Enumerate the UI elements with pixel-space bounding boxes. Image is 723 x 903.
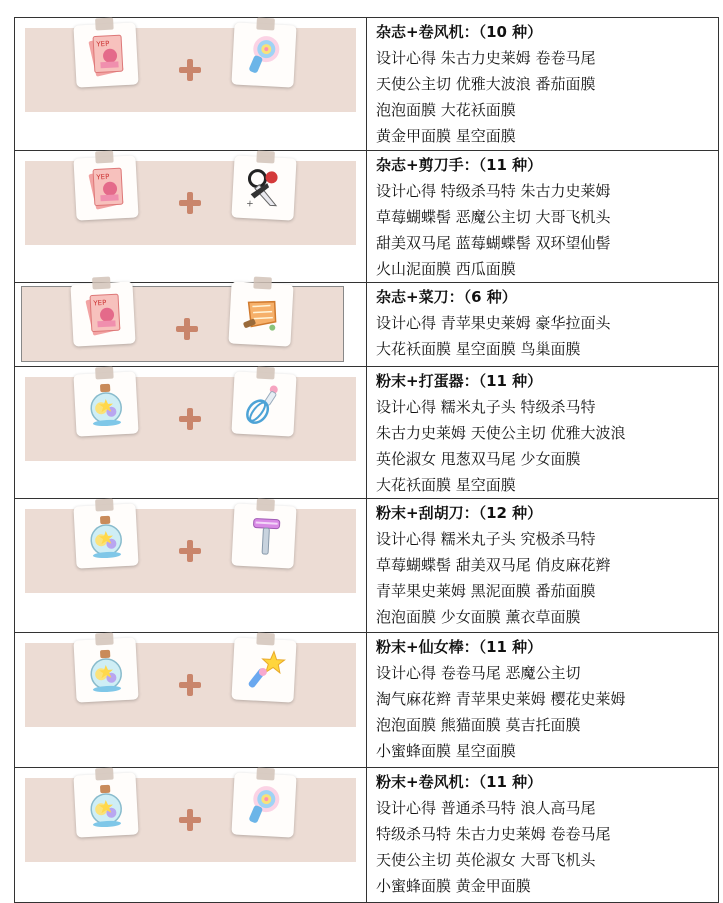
- magazine-icon: [73, 155, 138, 220]
- recipe-title: 粉末+卷风机：（11 种）: [376, 773, 543, 791]
- svg-text:YEP: YEP: [96, 39, 110, 49]
- recipe-result-line: 火山泥面膜 西瓜面膜: [376, 260, 516, 278]
- recipe-result-line: 淘气麻花辫 青苹果史莱姆 樱花史莱姆: [376, 690, 626, 708]
- recipe-result-line: 朱古力史莱姆 天使公主切 优雅大波浪: [376, 424, 626, 442]
- ingredients-banner: [25, 377, 356, 461]
- recipe-result-line: 设计心得 卷卷马尾 恶魔公主切: [376, 664, 581, 682]
- recipe-ingredients-cell: [15, 768, 367, 903]
- cleaver-icon: [228, 281, 293, 346]
- ingredients-banner: [25, 161, 356, 245]
- svg-text:+: +: [245, 199, 254, 210]
- plus-icon: [179, 59, 201, 81]
- recipe-ingredients-cell: [15, 633, 367, 768]
- ingredients-banner: [25, 643, 356, 727]
- recipe-title: 粉末+仙女棒：（11 种）: [376, 638, 543, 656]
- recipe-result-line: 小蜜蜂面膜 黄金甲面膜: [376, 877, 531, 895]
- ingredients-banner: [21, 286, 344, 362]
- recipe-row: [15, 633, 719, 768]
- recipe-result-line: 草莓蝴蝶髻 甜美双马尾 俏皮麻花辫: [376, 556, 611, 574]
- ingredients-banner: [25, 509, 356, 593]
- recipe-results-cell: [367, 499, 719, 633]
- powder-jar-icon: [73, 637, 138, 702]
- recipe-result-line: 甜美双马尾 蓝莓蝴蝶髻 双环望仙髻: [376, 234, 611, 252]
- magazine-icon: [70, 281, 135, 346]
- recipe-result-line: 草莓蝴蝶髻 恶魔公主切 大哥飞机头: [376, 208, 611, 226]
- recipe-ingredients-cell: [15, 499, 367, 633]
- svg-text:YEP: YEP: [93, 298, 107, 308]
- recipe-result-line: 小蜜蜂面膜 星空面膜: [376, 742, 516, 760]
- plus-icon: [179, 540, 201, 562]
- svg-text:YEP: YEP: [96, 172, 110, 182]
- recipe-row: [15, 151, 719, 283]
- recipe-result-line: 泡泡面膜 熊猫面膜 莫吉托面膜: [376, 716, 581, 734]
- recipe-row: [15, 367, 719, 499]
- recipe-result-line: 设计心得 糯米丸子头 究极杀马特: [376, 530, 596, 548]
- recipe-result-line: 设计心得 朱古力史莱姆 卷卷马尾: [376, 49, 596, 67]
- recipe-row: [15, 768, 719, 903]
- recipe-row: [15, 499, 719, 633]
- recipe-results-cell: [367, 151, 719, 283]
- recipe-result-line: 设计心得 糯米丸子头 特级杀马特: [376, 398, 596, 416]
- hair-dryer-icon: [231, 22, 296, 87]
- recipe-result-line: 黄金甲面膜 星空面膜: [376, 127, 516, 145]
- recipe-ingredients-cell: [15, 151, 367, 283]
- recipe-title: 粉末+刮胡刀：（12 种）: [376, 504, 543, 522]
- recipe-results-cell: [367, 768, 719, 903]
- recipe-title: 杂志+菜刀：（6 种）: [376, 288, 517, 306]
- powder-jar-icon: [73, 772, 138, 837]
- powder-jar-icon: [73, 371, 138, 436]
- recipe-ingredients-cell: [15, 18, 367, 151]
- recipe-row: [15, 283, 719, 367]
- recipe-results-cell: [367, 367, 719, 499]
- recipe-results-cell: [367, 283, 719, 367]
- plus-icon: [179, 408, 201, 430]
- ingredients-banner: [25, 778, 356, 862]
- magazine-icon: [73, 22, 138, 87]
- recipe-result-line: 泡泡面膜 少女面膜 薰衣草面膜: [376, 608, 581, 626]
- recipe-result-line: 设计心得 普通杀马特 浪人高马尾: [376, 799, 596, 817]
- recipe-results-cell: [367, 18, 719, 151]
- recipe-result-line: 青苹果史莱姆 黑泥面膜 番茄面膜: [376, 582, 596, 600]
- recipe-result-line: 泡泡面膜 大花袄面膜: [376, 101, 516, 119]
- scissors-icon: [231, 155, 296, 220]
- recipe-ingredients-cell: [15, 367, 367, 499]
- fairy-wand-icon: [231, 637, 296, 702]
- recipe-result-line: 设计心得 青苹果史莱姆 豪华拉面头: [376, 314, 611, 332]
- recipe-result-line: 特级杀马特 朱古力史莱姆 卷卷马尾: [376, 825, 611, 843]
- whisk-icon: [231, 371, 296, 436]
- recipe-title: 粉末+打蛋器：（11 种）: [376, 372, 543, 390]
- powder-jar-icon: [73, 503, 138, 568]
- recipe-result-line: 天使公主切 优雅大波浪 番茄面膜: [376, 75, 596, 93]
- recipe-row: [15, 18, 719, 151]
- recipe-result-line: 大花袄面膜 星空面膜 鸟巢面膜: [376, 340, 581, 358]
- plus-icon: [179, 674, 201, 696]
- ingredients-banner: [25, 28, 356, 112]
- plus-icon: [176, 318, 198, 340]
- recipe-result-line: 大花袄面膜 星空面膜: [376, 476, 516, 494]
- recipe-table: [14, 17, 719, 903]
- hair-dryer-icon: [231, 772, 296, 837]
- recipe-title: 杂志+剪刀手：（11 种）: [376, 156, 543, 174]
- recipe-results-cell: [367, 633, 719, 768]
- recipe-result-line: 英伦淑女 甩葱双马尾 少女面膜: [376, 450, 581, 468]
- razor-icon: [231, 503, 296, 568]
- recipe-result-line: 天使公主切 英伦淑女 大哥飞机头: [376, 851, 596, 869]
- recipe-title: 杂志+卷风机：（10 种）: [376, 23, 543, 41]
- recipe-result-line: 设计心得 特级杀马特 朱古力史莱姆: [376, 182, 611, 200]
- plus-icon: [179, 192, 201, 214]
- recipe-ingredients-cell: [15, 283, 367, 367]
- plus-icon: [179, 809, 201, 831]
